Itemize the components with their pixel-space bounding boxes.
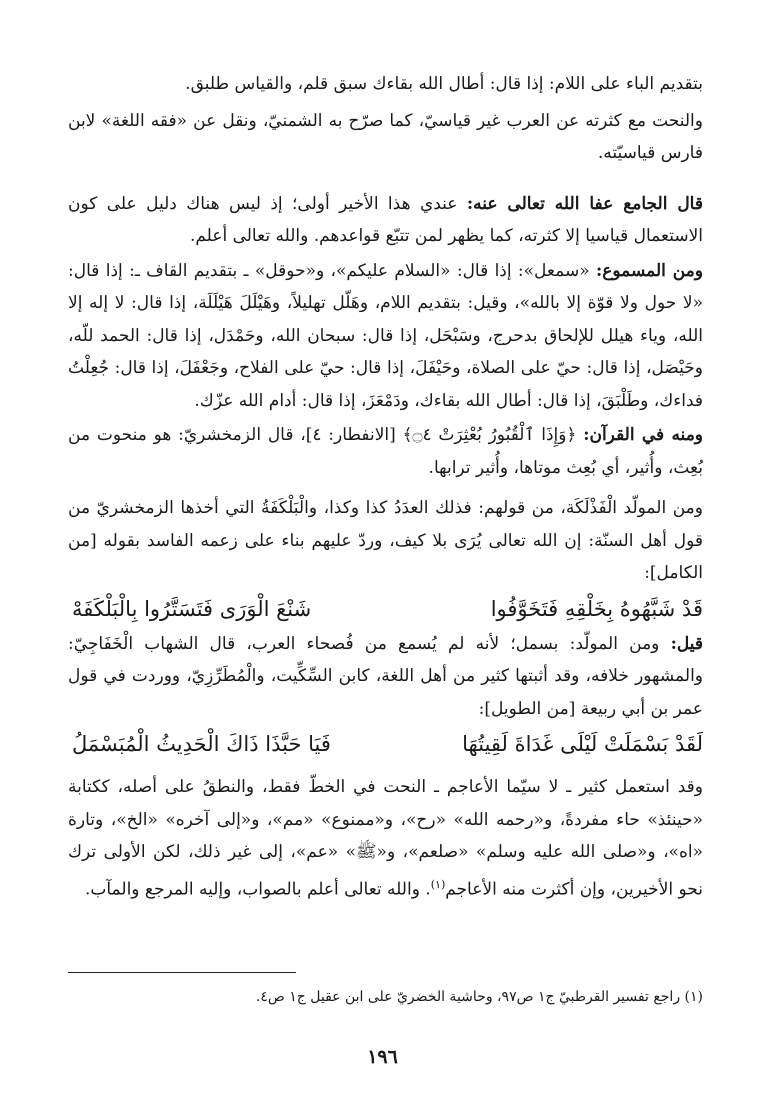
footnote-marker[interactable]: (١) <box>430 877 446 891</box>
paragraph-1-text: بتقديم الباء على اللام: إذا قال: أطال الله بقاءك سبق قلم، والقياس طلبق. <box>185 74 703 94</box>
verse-1-second-hemistich: شَنْعَ الْوَرَى فَتَسَتَّرُوا بِالْبَلْكَفَهْ <box>72 596 312 621</box>
paragraph-1 <box>68 68 703 101</box>
page-number: ١٩٦ <box>367 1046 398 1068</box>
footnote: (١) راجع تفسير القرطبيّ ج١ ص٩٧، وحاشية الخضريّ على ابن عقيل ج١ ص٤. <box>255 989 703 1005</box>
paragraph-2-text: والنحت مع كثرته عن العرب غير قياسيّ، كما صرّح به الشمنيّ، ونقل عن «فقه اللغة» لابن فارس قياسيّته. <box>68 110 703 163</box>
paragraph-3-lead: قال الجامع عفا الله تعالى عنه: <box>466 193 703 214</box>
verse-2-second-hemistich: فَيَا حَبَّذَا ذَاكَ الْحَدِيثُ الْمُبَسْمَلُ <box>72 732 331 756</box>
paragraph-closing <box>68 771 703 906</box>
footnote-divider <box>68 972 296 973</box>
verse-1-first-hemistich: قَدْ شَبَّهُوهُ بِخَلْقِهِ فَتَخَوَّفُوا <box>490 596 703 621</box>
verse-2-first-hemistich: لَقَدْ بَسْمَلَتْ لَيْلَى غَدَاةَ لَقِيتُهَا <box>462 732 703 756</box>
paragraph-5-text: ﴿وَإِذَا ٱلْقُبُورُ بُعْثِرَتْ ۝٤﴾ [الانفطار: ٤]، قال الزمخشريّ: هو منحوت من بُعِث، وأُثير، أي بُعِث موتاها، وأُثير ترابها. <box>68 425 703 478</box>
paragraph-5-lead: ومنه في القرآن: <box>583 425 704 445</box>
paragraph-qila <box>68 628 703 726</box>
paragraph-closing-tail: . والله تعالى أعلم بالصواب، وإليه المرجع والمآب. <box>84 879 431 900</box>
paragraph-6-text: ومن المولّد الْفَذْلَكَة، من قولهم: فذلك العدَدُ كذا وكذا، والْبَلْكَفَةُ التي أخذها الزمخشريّ من قول أهل السنّة: إن الله تعالى يُرَى بلا كيف، وردّ عليهم بناء على زعمه الفاسد بقوله [من الكامل]: <box>68 498 703 583</box>
poem-verse-2 <box>68 725 703 763</box>
paragraph-qila-text: ومن المولّد: بسمل؛ لأنه لم يُسمع من فُصحاء العرب، قال الشهاب الْخَفَاجِيّ: والمشهور خلافه، وقد أثبتها كثير من أهل اللغة، كابن السِّكِّيت، والْمُطَرِّزِيّ، ووردت في قول عمر بن أبي ربيعة [من الطويل]: <box>68 633 703 719</box>
paragraph-5 <box>68 419 703 484</box>
paragraph-6 <box>68 492 703 590</box>
paragraph-4-lead: ومن المسموع: <box>595 260 703 281</box>
paragraph-qila-lead: قيل: <box>670 633 703 654</box>
paragraph-3-text: عندي هذا الأخير أولى؛ إذ ليس هناك دليل على كون الاستعمال قياسيا إلا كثرته، كما يظهر لمن تتبّع قواعدهم. والله تعالى أعلم. <box>68 193 703 246</box>
paragraph-4 <box>68 255 703 418</box>
poem-verse-1 <box>68 590 703 628</box>
paragraph-4-text: «سمعل»: إذا قال: «السلام عليكم»، و«حوقل» ـ بتقديم القاف ـ: إذا قال: «لا حول ولا قوّة إلا بالله»، وقيل: بتقديم اللام، وهَلّل تهليلاً، وهَيْلَلَ هَيْلَلَة، إذا قال: لا إله إلا الله، وياء هيلل للإلحاق بدحرج، وسَبْحَل، إذا قال: سبحان الله، وحَمْدَل، إذا قال: الحمد للّه، وحَيْصَل، إذا قال: حيّ على الصلاة، وحَيْفَلَ، إذا قال: حيّ على الفلاح، وجَعْفَلَ، إذا قال: جُعِلْتُ فداءك، وطَلْبَقَ، إذا قال: أطال الله بقاءك، ودَمْعَزَ، إذا قال: أدام الله عزّك. <box>68 260 703 411</box>
paragraph-2 <box>68 105 703 170</box>
paragraph-closing-text: وقد استعمل كثير ـ لا سيّما الأعاجم ـ النحت في الخطّ فقط، والنطقُ على أصله، ككتابة «حينئذ» حاء مفردةً، و«رحمه الله» «رح»، و«ممنوع» «مم»، و«إلى آخره» «الخ»، وتارة «اه»، و«صلى الله عليه وسلم» «صلعم»، و«ﷺ» «عم»، إلى غير ذلك، لكن الأولى ترك نحو الأخيرين، وإن أكثرت منه الأعاجم <box>68 777 703 900</box>
paragraph-3 <box>68 188 703 253</box>
